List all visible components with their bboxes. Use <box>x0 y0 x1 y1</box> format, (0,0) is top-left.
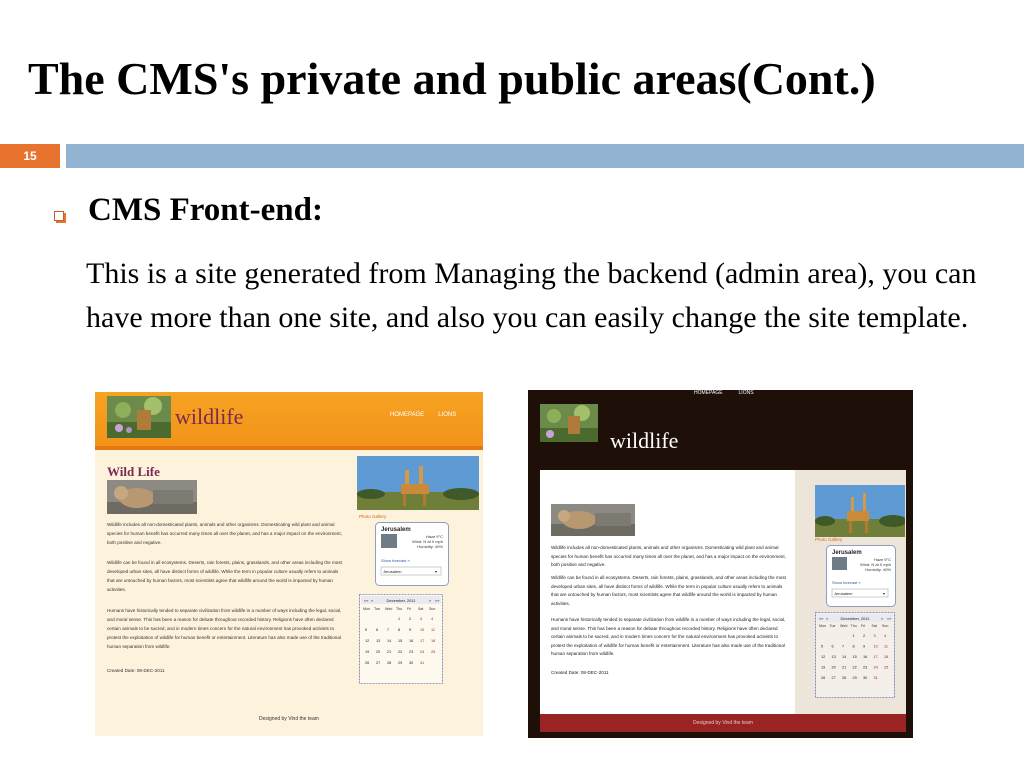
weather-stat: Wind: N at 0 mph <box>412 539 443 544</box>
cal-day[interactable]: 11 <box>884 644 888 649</box>
weather-stat: Humidity: 40% <box>865 567 891 572</box>
cal-day[interactable]: 2 <box>863 634 866 638</box>
weather-widget <box>375 522 449 586</box>
cal-day[interactable]: 1 <box>852 634 855 638</box>
site-footer: Designed by Vind the team <box>259 716 319 722</box>
cal-day[interactable]: 10 <box>873 644 878 649</box>
cal-day[interactable]: 4 <box>884 634 887 638</box>
cal-prev-year: «« <box>364 598 369 603</box>
cal-day[interactable]: 8 <box>398 628 401 632</box>
cal-day[interactable]: 15 <box>398 639 403 643</box>
paragraph-2: Wildlife can be found in all ecosystems. Deserts, rain forests, plains, grasslands, and other areas including the most developed urban sites, all have distinct forms of wildlife. While the term in popular culture usually refers to animals that are untouched by human factors, most scientists agree that wildlife around the world is impacted by human activities. <box>551 575 786 606</box>
paragraph-3: Humans have historically tended to separate civilization from wildlife in a number of ways including the legal, social, and moral sense. This has been a reason for debate throughout recorded history. Religions have often declared certain animals to be sacred, and in modern times concern for the natural environment has provoked activists to protest the exploitation of wildlife for human benefit or entertainment. Literature has also made use of the traditional human separation from wildlife. <box>107 608 342 649</box>
cal-day[interactable]: 3 <box>420 617 423 621</box>
title-band <box>66 144 1024 168</box>
cal-day[interactable]: 18 <box>884 655 889 659</box>
weather-stat: Haze 9°C <box>425 534 443 539</box>
cal-next-year: »» <box>435 598 440 603</box>
body-paragraph: This is a site generated from Managing the backend (admin area), you can have more than one site, and also you can easily change the site template. <box>86 257 977 334</box>
cal-prev-year: «« <box>819 616 824 621</box>
site-nav <box>390 412 470 418</box>
cal-day[interactable]: 31 <box>873 676 878 680</box>
cal-day[interactable]: 10 <box>420 628 425 632</box>
cal-day[interactable]: 8 <box>852 644 855 649</box>
cal-day[interactable]: 28 <box>387 661 392 665</box>
weather-city: Jerusalem <box>832 550 862 556</box>
cal-day[interactable]: 5 <box>365 628 368 632</box>
cal-day[interactable]: 15 <box>852 655 857 659</box>
cal-day[interactable]: 18 <box>431 639 436 643</box>
cal-day[interactable]: 2 <box>409 617 412 621</box>
cal-weekday: Thu <box>850 624 857 628</box>
cal-day[interactable]: 25 <box>884 665 889 670</box>
cal-day[interactable]: 17 <box>873 655 878 659</box>
cal-weekday: Tue <box>374 607 381 611</box>
calendar-widget <box>815 612 895 698</box>
site-logo-text: wildlife <box>175 404 244 429</box>
cal-weekday: Sun <box>429 607 436 611</box>
cal-day[interactable]: 28 <box>842 676 847 680</box>
bullet-icon <box>54 211 64 221</box>
cal-day[interactable]: 9 <box>409 628 412 632</box>
cal-day[interactable]: 20 <box>831 665 836 670</box>
cal-day[interactable]: 24 <box>420 650 425 654</box>
cal-day[interactable]: 7 <box>842 644 845 649</box>
cal-weekday: Thu <box>396 607 403 611</box>
cal-day[interactable]: 4 <box>431 617 434 621</box>
city-select-value: Jerusalem <box>383 569 402 574</box>
logo-photo <box>107 396 171 438</box>
logo-photo <box>540 404 598 442</box>
calendar-widget <box>359 594 443 684</box>
cal-day[interactable]: 13 <box>831 655 836 659</box>
city-select-value: Jerusalem <box>834 591 853 596</box>
cal-day[interactable]: 6 <box>831 644 834 649</box>
created-date: Created Date: 08-DEC-2011 <box>551 670 609 675</box>
cougar-photo <box>107 480 197 514</box>
cal-weekday: Wed <box>840 624 848 628</box>
giraffe-photo <box>815 485 905 537</box>
cloud-icon <box>381 534 397 548</box>
slide-title: The CMS's private and public areas(Cont.) <box>28 53 876 104</box>
cal-day[interactable]: 16 <box>409 639 414 643</box>
cal-day[interactable]: 14 <box>842 655 847 659</box>
cal-day[interactable]: 16 <box>863 655 868 659</box>
cal-day[interactable]: 19 <box>821 665 826 670</box>
site-logo-text: wildlife <box>610 428 679 453</box>
cal-weekday: Tue <box>829 624 836 628</box>
cal-day[interactable]: 19 <box>365 650 370 654</box>
cal-day[interactable]: 27 <box>831 676 836 680</box>
cal-day[interactable]: 12 <box>821 655 826 659</box>
cloud-icon <box>832 557 847 570</box>
paragraph-1: Wildlife includes all non-domesticated plants, animals and other organisms. Domesticating wild plant and animal species for human benefit has occurred many times all over the planet, and has a major impact on the environment, both positive and negative. <box>551 545 786 567</box>
section-title: Wild Life <box>107 464 160 479</box>
cal-day[interactable]: 3 <box>873 634 876 638</box>
cal-prev-month: « <box>371 598 374 603</box>
paragraph-1: Wildlife includes all non-domesticated plants, animals and other organisms. Domesticating wild plant and animal species for human benefit has occurred many times all over the planet, and has a major impact on the environment, both positive and negative. <box>107 522 342 545</box>
chevron-down-icon: ▾ <box>882 591 885 596</box>
cal-day[interactable]: 23 <box>409 650 414 654</box>
dark-template-screenshot <box>528 390 913 738</box>
cal-day[interactable]: 22 <box>398 650 403 654</box>
weather-stat: Haze 9°C <box>873 557 891 562</box>
slide-number: 15 <box>0 144 60 168</box>
cal-month: December, 2011 <box>386 598 416 603</box>
nav-lions[interactable]: LIONS <box>438 412 457 418</box>
nav-homepage[interactable]: HOMEPAGE <box>390 412 425 418</box>
cal-day[interactable]: 12 <box>365 639 370 643</box>
cal-day[interactable]: 31 <box>420 661 425 665</box>
forecast-link: Show forecast » <box>832 580 861 585</box>
cal-weekday: Sun <box>882 624 889 628</box>
cal-next-year: »» <box>887 616 892 621</box>
cal-prev-month: « <box>826 616 829 621</box>
photo-gallery-label[interactable]: Photo Gallery <box>359 514 387 519</box>
cal-day[interactable]: 25 <box>431 650 436 654</box>
cal-day[interactable]: 24 <box>873 665 878 670</box>
cal-day[interactable]: 14 <box>387 639 392 643</box>
cal-day[interactable]: 22 <box>852 665 857 670</box>
cal-weekday: Mon <box>363 607 370 611</box>
cal-day[interactable]: 29 <box>852 676 857 680</box>
cal-day[interactable]: 23 <box>863 665 868 670</box>
nav-lions[interactable]: LIONS <box>738 390 754 396</box>
cal-weekday: Sat <box>871 624 877 628</box>
cal-day[interactable]: 30 <box>409 661 414 665</box>
site-footer: Designed by Vind the team <box>693 720 753 726</box>
cal-day[interactable]: 17 <box>420 639 425 643</box>
cal-month: December, 2011 <box>840 616 870 621</box>
cal-day[interactable]: 7 <box>387 628 390 632</box>
cal-day[interactable]: 5 <box>821 644 824 649</box>
weather-city: Jerusalem <box>381 527 411 533</box>
section-heading: CMS Front-end: <box>88 192 323 228</box>
photo-gallery-label[interactable]: Photo Gallery <box>815 537 843 542</box>
created-date: Created Date: 08-DEC-2011 <box>107 668 165 673</box>
cal-day[interactable]: 21 <box>842 665 847 670</box>
cougar-photo <box>551 504 635 536</box>
cal-weekday: Sat <box>418 607 424 611</box>
weather-stat: Wind: N at 0 mph <box>860 562 891 567</box>
giraffe-photo <box>357 456 479 510</box>
cal-day[interactable]: 21 <box>387 650 392 654</box>
weather-widget <box>826 545 896 607</box>
paragraph-2: Wildlife can be found in all ecosystems. Deserts, rain forests, plains, grasslands, and other areas including the most developed urban sites, all have distinct forms of wildlife. While the term in popular culture usually refers to animals that are untouched by human factors, most scientists agree that wildlife around the world is impacted by human activities. <box>107 560 342 592</box>
cal-day[interactable]: 30 <box>863 676 868 680</box>
light-template-screenshot <box>95 392 483 736</box>
cal-day[interactable]: 1 <box>398 617 401 621</box>
cal-next-month: » <box>429 598 432 603</box>
cal-day[interactable]: 26 <box>821 676 826 680</box>
cal-day[interactable]: 20 <box>376 650 381 654</box>
cal-weekday: Mon <box>819 624 826 628</box>
cal-day[interactable]: 27 <box>376 661 381 665</box>
cal-day[interactable]: 9 <box>863 644 866 649</box>
cal-weekday: Wed <box>385 607 393 611</box>
cal-next-month: » <box>881 616 884 621</box>
cal-weekday: Fri <box>861 624 866 628</box>
cal-day[interactable]: 6 <box>376 628 379 632</box>
weather-stat: Humidity: 40% <box>417 544 443 549</box>
cal-day[interactable]: 13 <box>376 639 381 643</box>
nav-homepage[interactable]: HOMEPAGE <box>694 390 723 396</box>
chevron-down-icon: ▾ <box>434 569 437 574</box>
site-nav <box>694 390 770 396</box>
cal-day[interactable]: 26 <box>365 661 370 665</box>
forecast-link: Show forecast » <box>381 558 410 563</box>
cal-day[interactable]: 11 <box>431 628 435 632</box>
cal-weekday: Fri <box>407 607 412 611</box>
paragraph-3: Humans have historically tended to separate civilization from wildlife in a number of ways including the legal, social, and moral sense. This has been a reason for debate throughout recorded history. Religions have often declared certain animals to be sacred, and in modern times concern for the natural environment has provoked activists to protest the exploitation of wildlife for human benefit or entertainment. Literature has also made use of the traditional human separation from wildlife. <box>551 617 786 656</box>
cal-day[interactable]: 29 <box>398 661 403 665</box>
